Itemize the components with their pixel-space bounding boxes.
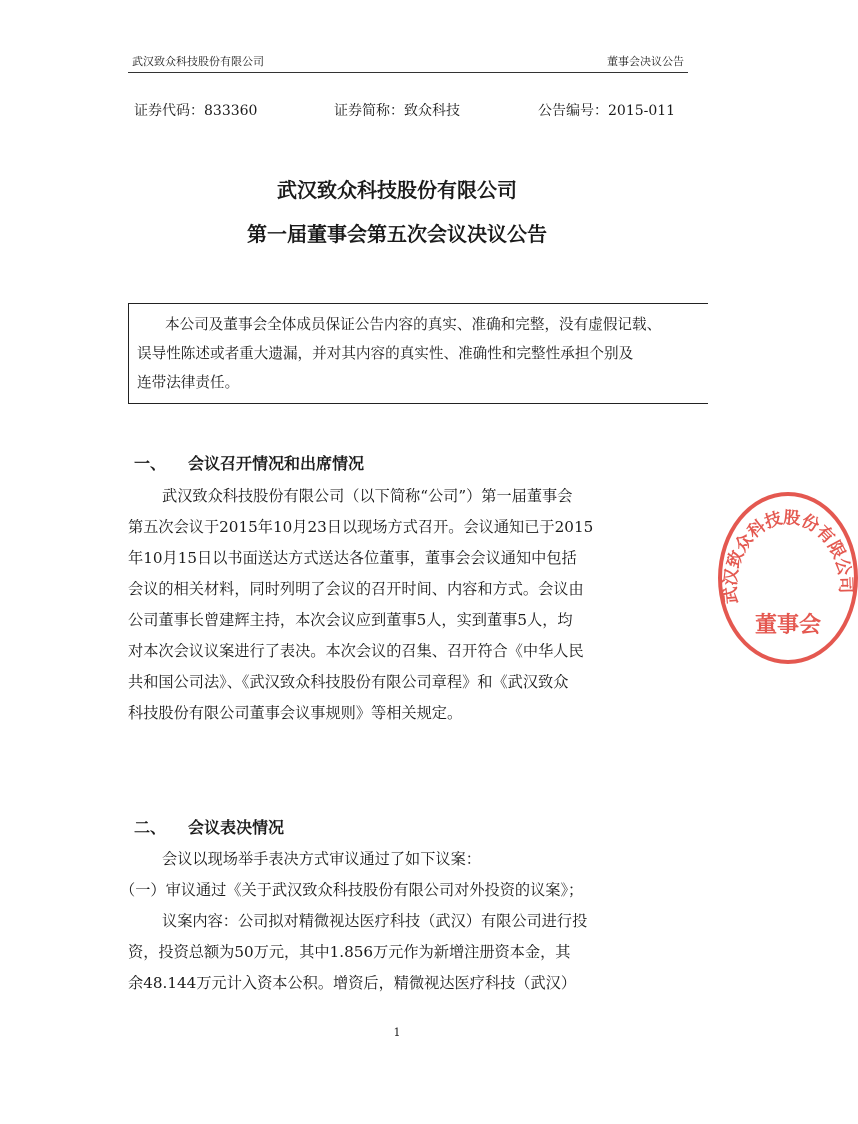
section-heading-2 — [134, 815, 284, 838]
security-code: 证券代码：833360 — [134, 103, 258, 119]
disclaimer-line: 本公司及董事会全体成员保证公告内容的真实、准确和完整，没有虚假记载、 — [165, 316, 662, 333]
running-header — [128, 50, 688, 73]
body-line: 会议以现场举手表决方式审议通过了如下议案： — [162, 850, 481, 868]
seal-graphic — [718, 492, 858, 664]
header-company: 武汉致众科技股份有限公司 — [132, 55, 264, 68]
section-1-body — [128, 481, 688, 729]
body-line: 会议的相关材料，同时列明了会议的召开时间、内容和方式。会议由 — [128, 580, 584, 598]
announcement-number: 公告编号：2015-011 — [538, 103, 676, 119]
page-number: 1 — [393, 1026, 401, 1039]
section-title: 会议召开情况和出席情况 — [188, 454, 365, 473]
company-seal — [718, 492, 858, 664]
section-2-body — [120, 844, 688, 999]
document-title: 第一届董事会第五次会议决议公告 — [247, 222, 547, 246]
svg-text:董事会: 董事会 — [754, 612, 822, 638]
body-line: 第五次会议于2015年10月23日以现场方式召开。会议通知已于2015 — [128, 518, 594, 536]
disclaimer-line: 误导性陈述或者重大遗漏，并对其内容的真实性、准确性和完整性承担个别及 — [137, 345, 634, 362]
body-line: 资，投资总额为50万元，其中1.856万元作为新增注册资本金，其 — [128, 943, 571, 961]
body-line: 武汉致众科技股份有限公司（以下简称“公司”）第一届董事会 — [162, 487, 573, 505]
resolution-item-1: （一）审议通过《关于武汉致众科技股份有限公司对外投资的议案》； — [120, 881, 584, 899]
body-line: 科技股份有限公司董事会议事规则》等相关规定。 — [128, 704, 463, 722]
body-line: 余48.144万元计入资本公积。增资后，精微视达医疗科技（武汉） — [128, 974, 577, 992]
document-title-company: 武汉致众科技股份有限公司 — [277, 178, 517, 202]
body-line: 对本次会议议案进行了表决。本次会议的召集、召开符合《中华人民 — [128, 642, 584, 660]
section-number: 一、 — [134, 454, 167, 473]
body-line: 共和国公司法》、《武汉致众科技股份有限公司章程》和《武汉致众 — [128, 673, 569, 691]
section-heading-1 — [134, 451, 364, 474]
header-doc-type: 董事会决议公告 — [607, 55, 684, 68]
body-line: 年10月15日以书面送达方式送达各位董事，董事会会议通知中包括 — [128, 549, 577, 567]
disclaimer-box — [128, 303, 708, 404]
security-short-name: 证券简称：致众科技 — [334, 103, 460, 119]
svg-text:武汉致众科技股份有限公司: 武汉致众科技股份有限公司 — [720, 507, 856, 605]
section-number: 二、 — [134, 818, 167, 837]
body-line: 议案内容：公司拟对精微视达医疗科技（武汉）有限公司进行投 — [162, 912, 588, 930]
disclaimer-line: 连带法律责任。 — [137, 374, 240, 391]
body-line: 公司董事长曾建辉主持，本次会议应到董事5人，实到董事5人，均 — [128, 611, 573, 629]
section-title: 会议表决情况 — [188, 818, 285, 837]
